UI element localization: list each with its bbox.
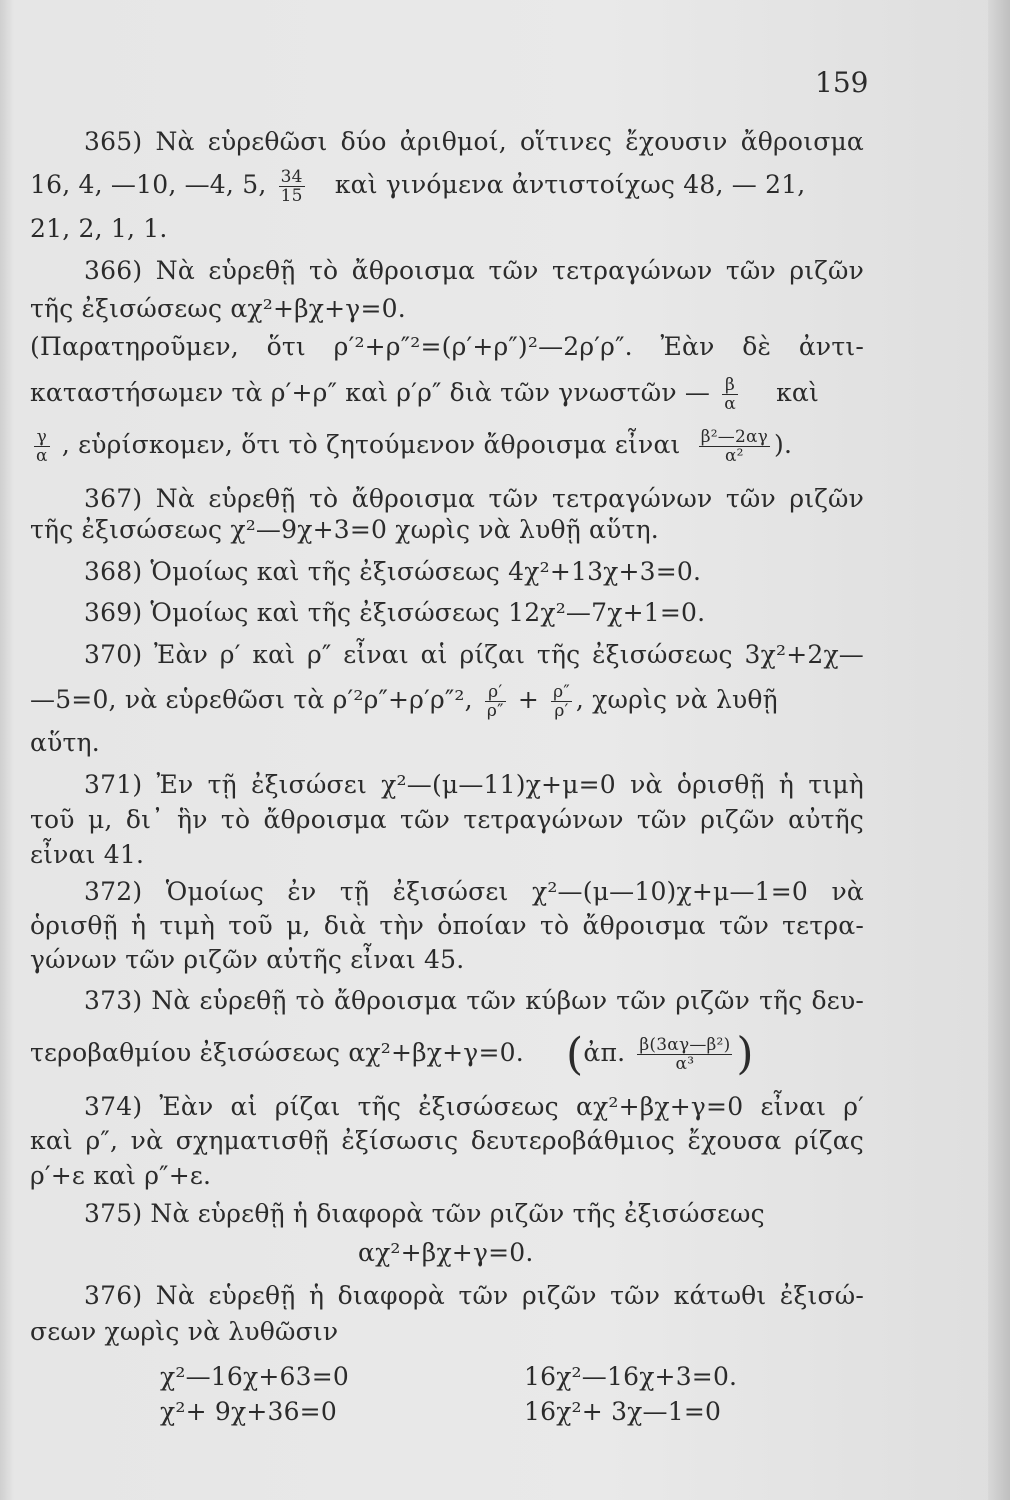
closing-parenthesis: ). [774,430,793,459]
fraction-numerator: β²—2αγ [700,427,769,447]
page-number: 159 [815,66,869,99]
problem-370-fraction-2 [551,683,572,720]
fraction-denominator: α³ [675,1054,695,1074]
problem-366-line-2: τῆς ἐξισώσεως αχ²+βχ+γ=0. [30,294,406,323]
problem-366-line-5 [30,428,792,465]
problem-373-line-1: 373) Νὰ εὑρεθῇ τὸ ἄθροισμα τῶν κύβων τῶν ριζῶν τῆς δευ- [84,986,864,1015]
fraction-denominator: 15 [280,186,303,206]
problem-375-line-1: 375) Νὰ εὑρεθῇ ἡ διαφορὰ τῶν ριζῶν τῆς ἐξισώσεως [84,1199,765,1228]
problem-366-result-fraction [699,428,770,465]
fraction-numerator: β(3αγ—β²) [639,1035,731,1055]
opening-parenthesis: ( [566,1028,584,1080]
problem-370-line-3: αὕτη. [30,728,100,757]
problem-365-fraction [279,168,305,205]
fraction-denominator: ρ″ [486,701,504,721]
fraction-denominator: α [36,446,48,466]
problem-376-line-1: 376) Νὰ εὑρεθῇ ἡ διαφορὰ τῶν ριζῶν τῶν κάτωθι ἐξισώ- [84,1281,864,1310]
problem-368: 368) Ὁμοίως καὶ τῆς ἐξισώσεως 4χ²+13χ+3=0. [84,557,702,586]
plus-sign: + [517,685,539,714]
fraction-denominator: ρ′ [554,701,569,721]
problem-367-line-1: 367) Νὰ εὑρεθῇ τὸ ἄθροισμα τῶν τετραγώνων τῶν ριζῶν [84,484,864,513]
problem-373-answer-fraction [637,1036,732,1073]
problem-374-line-1: 374) Ἐὰν αἱ ρίζαι τῆς ἐξισώσεως αχ²+βχ+γ=0 εἶναι ρ′ [84,1092,864,1121]
problem-366-substitution: καταστήσωμεν τὰ ρ′+ρ″ καὶ ρ′ρ″ διὰ τῶν γνωστῶν — [30,378,711,407]
fraction-numerator: ρ″ [553,682,570,702]
problem-370-line-1: 370) Ἐὰν ρ′ καὶ ρ″ εἶναι αἱ ρίζαι τῆς ἐξισώσεως 3χ²+2χ— [84,640,864,669]
problem-371-line-1: 371) Ἐν τῇ ἐξισώσει χ²—(μ—11)χ+μ=0 νὰ ὁρισθῇ ἡ τιμὴ [84,770,864,799]
problem-366-fraction-c [34,428,50,465]
page-edge [988,0,1010,1500]
fraction-numerator: γ [34,428,50,447]
problem-366-result-text: , εὑρίσκομεν, ὅτι τὸ ζητούμενον ἄθροισμα εἶναι [61,430,681,459]
problem-366-fraction-b [722,376,738,413]
problem-370-condition: , χωρὶς νὰ λυθῇ [575,685,778,714]
problem-365-line-1: 365) Νὰ εὑρεθῶσι δύο ἀριθμοί, οἵτινες ἔχουσιν ἄθροισμα [84,127,864,156]
problem-376-equation-4: 16χ²+ 3χ—1=0 [524,1397,722,1426]
problem-366-line-3: (Παρατηροῦμεν, ὅτι ρ′²+ρ″²=(ρ′+ρ″)²—2ρ′ρ″. Ἐὰν δὲ ἀντι- [30,332,864,361]
problem-376-equation-1: χ²—16χ+63=0 [160,1362,349,1391]
problem-372-line-1: 372) Ὁμοίως ἐν τῇ ἐξισώσει χ²—(μ—10)χ+μ—1=0 νὰ [84,877,864,906]
problem-366-line-4 [30,376,819,413]
problem-376-line-2: σεων χωρὶς νὰ λυθῶσιν [30,1317,339,1346]
problem-374-line-3: ρ′+ε καὶ ρ″+ε. [30,1161,212,1190]
problem-376-equation-3: χ²+ 9χ+36=0 [160,1397,337,1426]
problem-369: 369) Ὁμοίως καὶ τῆς ἐξισώσεως 12χ²—7χ+1=0. [84,598,706,627]
closing-parenthesis: ) [736,1028,754,1080]
fraction-denominator: α² [725,446,744,466]
problem-376-equation-2: 16χ²—16χ+3=0. [524,1362,738,1391]
answer-label: ἀπ. [583,1038,626,1067]
problem-365-numbers: 16, 4, —10, —4, 5, [30,170,267,199]
problem-370-fraction-1 [485,683,506,720]
fraction-numerator: β [722,376,738,395]
fraction-numerator: 34 [280,167,303,187]
problem-372-line-3: γώνων τῶν ριζῶν αὐτῆς εἶναι 45. [30,945,465,974]
problem-373-line-2 [30,1028,754,1080]
problem-370-expression: —5=0, νὰ εὑρεθῶσι τὰ ρ′²ρ″+ρ′ρ″², [30,685,473,714]
problem-375-equation: αχ²+βχ+γ=0. [358,1238,534,1267]
fraction-denominator: α [724,394,736,414]
problem-365-products: καὶ γινόμενα ἀντιστοίχως 48, — 21, [334,170,806,199]
problem-365-line-3: 21, 2, 1, 1. [30,214,168,243]
problem-371-line-3: εἶναι 41. [30,840,145,869]
problem-366-line-1: 366) Νὰ εὑρεθῇ τὸ ἄθροισμα τῶν τετραγώνων τῶν ριζῶν [84,256,864,285]
problem-370-line-2 [30,683,778,720]
problem-371-line-2: τοῦ μ, δι᾽ ἣν τὸ ἄθροισμα τῶν τετραγώνων τῶν ριζῶν αὐτῆς [30,805,864,834]
problem-366-and: καὶ [776,378,819,407]
problem-374-line-2: καὶ ρ″, νὰ σχηματισθῇ ἐξίσωσις δευτεροβάθμιος ἔχουσα ρίζας [30,1126,864,1155]
problem-365-line-2 [30,168,805,205]
problem-367-line-2: τῆς ἐξισώσεως χ²—9χ+3=0 χωρὶς νὰ λυθῇ αὕτη. [30,515,659,544]
problem-372-line-2: ὁρισθῇ ἡ τιμὴ τοῦ μ, διὰ τὴν ὁποίαν τὸ ἄθροισμα τῶν τετρα- [30,911,864,940]
problem-373-equation: τεροβαθμίου ἐξισώσεως αχ²+βχ+γ=0. [30,1038,524,1067]
fraction-numerator: ρ′ [485,683,506,702]
